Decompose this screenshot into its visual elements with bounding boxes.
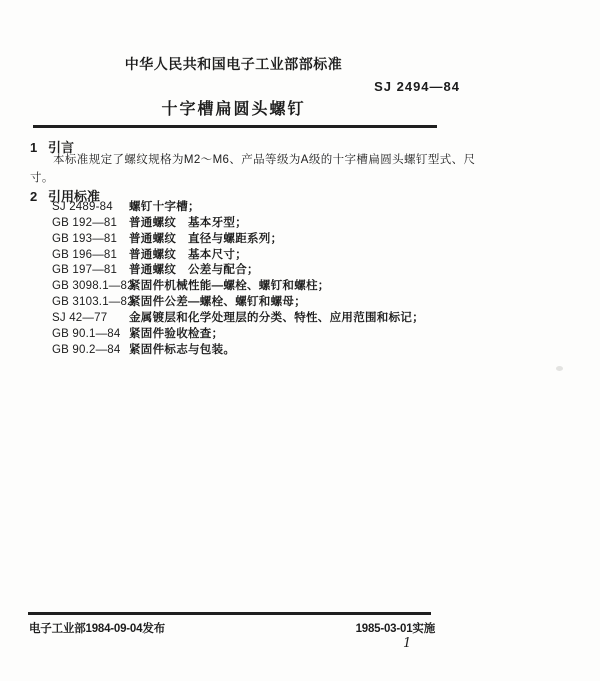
intro-line-2: 寸。: [30, 171, 54, 184]
reference-item: [52, 200, 482, 216]
footer-divider-rule: [28, 612, 431, 615]
section-number: 2: [30, 189, 38, 204]
reference-code: GB 90.2—84: [52, 343, 121, 356]
reference-code: GB 196—81: [52, 248, 118, 261]
page-number: 1: [403, 636, 412, 651]
reference-item: [52, 216, 482, 232]
intro-line-1: 本标准规定了螺纹规格为M2～M6、产品等级为A级的十字槽扁圆头螺钉型式、尺: [53, 154, 476, 166]
reference-item: [52, 311, 482, 327]
reference-desc: 普通螺纹 公差与配合；: [129, 264, 259, 277]
reference-item: [52, 295, 482, 311]
section-title: 引言: [48, 140, 75, 155]
reference-item: [52, 279, 482, 295]
reference-desc: 金属镀层和化学处理层的分类、特性、应用范围和标记；: [129, 311, 424, 324]
reference-desc: 紧固件标志与包装。: [129, 343, 236, 356]
reference-code: GB 3098.1—82: [52, 280, 134, 293]
section-number: 1: [30, 140, 38, 155]
reference-desc: 紧固件机械性能—螺栓、螺钉和螺柱；: [129, 280, 330, 293]
reference-desc: 螺钉十字槽；: [129, 201, 200, 213]
reference-code: GB 3103.1—82: [52, 296, 134, 309]
reference-code: SJ 2489-84: [52, 201, 113, 213]
section-title: 引用标准: [48, 189, 101, 204]
reference-item: [52, 263, 482, 279]
reference-item: [52, 232, 482, 248]
document-title: 十字槽扁圆头螺钉: [161, 101, 306, 118]
reference-desc: 普通螺纹 基本尺寸；: [129, 248, 247, 261]
reference-code: GB 192—81: [52, 216, 118, 229]
reference-code: GB 193—81: [52, 232, 118, 245]
reference-item: [52, 343, 482, 359]
reference-item: [52, 248, 482, 264]
standard-org-title: 中华人民共和国电子工业部部标准: [124, 56, 343, 72]
reference-standards-list: [52, 200, 482, 358]
title-divider-rule: [33, 125, 437, 128]
reference-code: GB 90.1—84: [52, 327, 121, 340]
reference-code: SJ 42—77: [52, 311, 108, 324]
footer-implemented-date: 1985-03-01实施: [355, 623, 435, 635]
scan-artifact: [556, 366, 563, 371]
reference-item: [52, 327, 482, 343]
reference-desc: 普通螺纹 直径与螺距系列；: [129, 232, 283, 245]
reference-desc: 紧固件验收检查；: [129, 327, 224, 340]
reference-desc: 紧固件公差—螺栓、螺钉和螺母；: [129, 296, 306, 309]
footer-issued-date: 电子工业部1984-09-04发布: [29, 623, 165, 635]
standard-number: SJ 2494—84: [374, 79, 460, 94]
reference-code: GB 197—81: [52, 264, 118, 277]
introduction-paragraph: [30, 152, 476, 187]
reference-desc: 普通螺纹 基本牙型；: [129, 216, 247, 229]
